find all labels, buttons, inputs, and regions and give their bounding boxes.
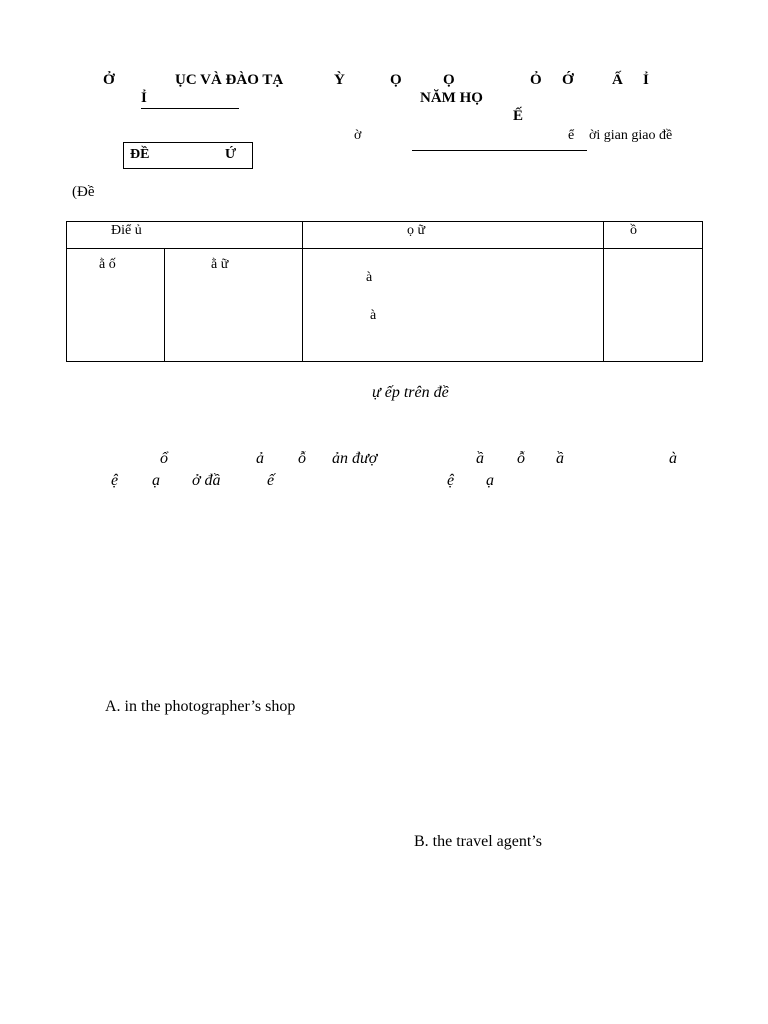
header-left-subtitle: Ỉ (141, 90, 147, 106)
answer-option-b: B. the travel agent’s (414, 833, 542, 850)
table-cell-examiner-1: à (366, 270, 373, 285)
time-suffix: ời gian giao đề (589, 128, 673, 143)
header-fragment-9: Ỉ (643, 72, 649, 88)
paragraph-l1-7: ầ (556, 450, 564, 467)
table-cell-score-words: ằ ữ (211, 257, 229, 272)
answer-option-a: A. in the photographer’s shop (105, 698, 296, 715)
paragraph-l1-8: à (669, 450, 677, 467)
paragraph-l1-5: ầ (476, 450, 484, 467)
paragraph-l2-2: ạ (152, 472, 160, 489)
paragraph-l1-4: ản đượ (332, 450, 378, 467)
table-cell-examiner-2: à (370, 308, 377, 323)
paragraph-l2-3: ở đầ (192, 472, 221, 489)
header-left-underline (141, 108, 239, 109)
header-fragment-3: Ỳ (334, 72, 345, 88)
time-underline (412, 150, 587, 151)
header-school-year: NĂM HỌ (420, 90, 483, 106)
header-fragment-4: Ọ (390, 72, 402, 88)
header-right-line3: Ế (513, 108, 524, 124)
exam-label-right: Ứ (225, 147, 237, 162)
table-header-code: ồ (630, 223, 637, 238)
paragraph-l1-2: ả (256, 450, 264, 467)
instruction-text: ự ếp trên đề (372, 384, 449, 401)
exam-label-box (123, 142, 253, 169)
exam-note: (Đề (72, 184, 95, 200)
table-header-examiner: ọ ữ (407, 223, 426, 238)
header-fragment-7: Ớ (562, 72, 574, 88)
table-header-score: Điể ủ (111, 223, 142, 238)
header-fragment-5: Ọ (443, 72, 455, 88)
paragraph-l1-3: ỗ (298, 450, 306, 467)
header-fragment-8: Ấ (612, 72, 623, 88)
time-prefix: ờ (354, 128, 362, 143)
header-fragment-1: Ở (103, 72, 115, 88)
paragraph-l2-4: ế (267, 472, 275, 489)
exam-label-left: ĐỀ (130, 147, 150, 162)
table-cell-score-number: ằ ố (99, 257, 116, 272)
time-mid: ể (568, 128, 575, 143)
paragraph-l2-1: ệ (111, 472, 119, 489)
paragraph-l1-6: ỗ (517, 450, 525, 467)
paragraph-l2-5: ệ (447, 472, 455, 489)
header-fragment-6: Ỏ (530, 72, 542, 88)
paragraph-l1-1: ổ (160, 450, 168, 467)
paragraph-l2-6: ạ (486, 472, 494, 489)
header-fragment-2: ỤC VÀ ĐÀO TẠ (175, 72, 284, 88)
